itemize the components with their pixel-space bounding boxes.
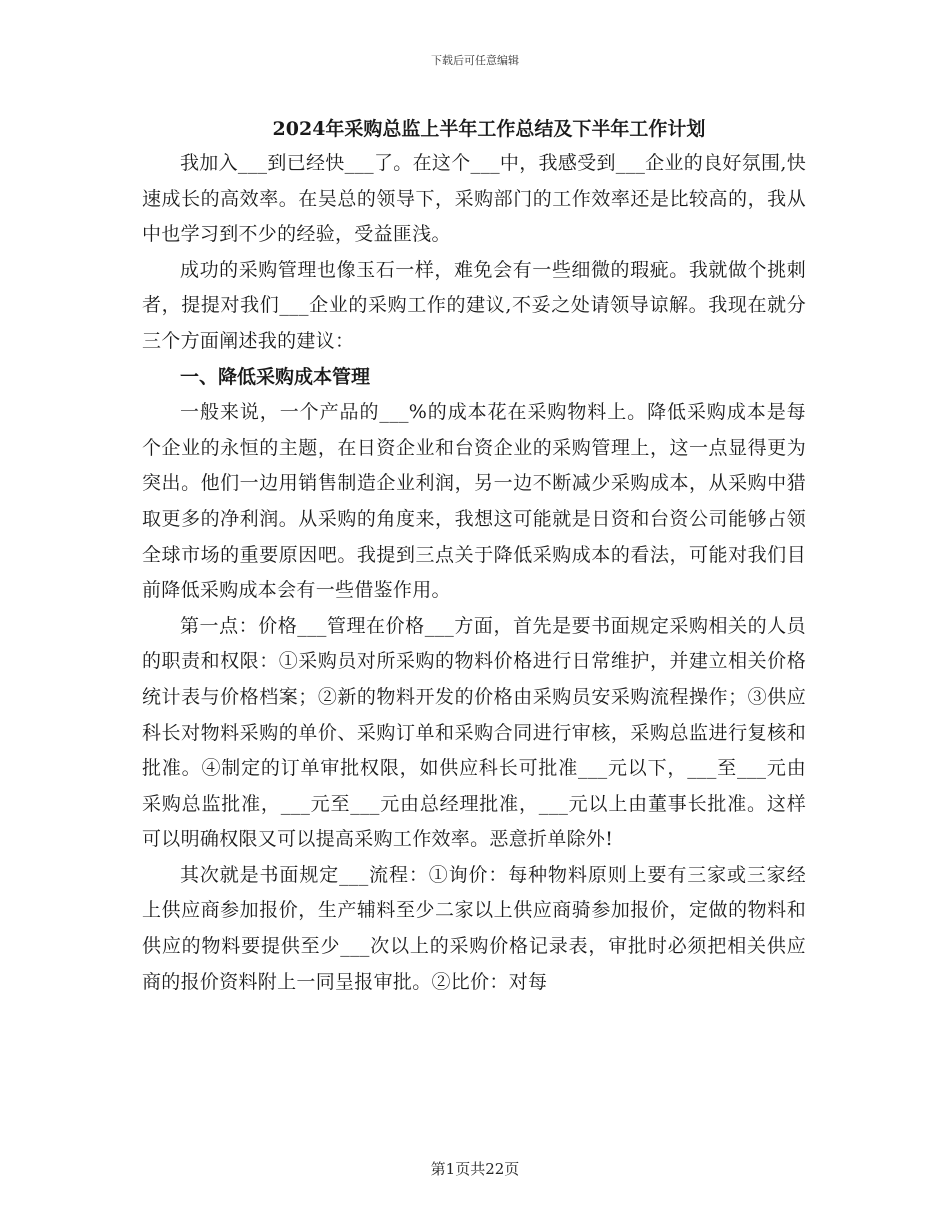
document-title: 2024年采购总监上半年工作总结及下半年工作计划	[272, 118, 706, 140]
document-body	[142, 112, 806, 1000]
page-footer: 第1页共22页	[430, 1160, 520, 1178]
section-heading: 一、降低采购成本管理	[180, 365, 371, 388]
paragraph-procedure: 其次就是书面规定___流程：①询价：每种物料原则上要有三家或三家经上供应商参加报价，生产辅料至少二家以上供应商骑参加报价，定做的物料和供应的物料要提供至少___次以上的采购价格记录表，审批时必须把相关供应商的报价资料附上一同呈报审批。②比价：对每	[142, 863, 806, 993]
page-header: 下载后可任意编辑	[431, 54, 519, 67]
paragraph-cost: 一般来说，一个产品的___%的成本花在采购物料上。降低采购成本是每个企业的永恒的主题，在日资企业和台资企业的采购管理上，这一点显得更为突出。他们一边用销售制造企业利润，另一边不断减少采购成本，从采购中猎取更多的净利润。从采购的角度来，我想这可能就是日资和台资公司能够占领全球市场的重要原因吧。我提到三点关于降低采购成本的看法，可能对我们目前降低采购成本会有一些借鉴作用。	[142, 401, 806, 602]
paragraph-intro: 我加入___到已经快___了。在这个___中，我感受到___企业的良好氛围,快速成长的高效率。在吴总的领导下，采购部门的工作效率还是比较高的，我从中也学习到不少的经验，受益匪浅。	[142, 152, 806, 246]
paragraph-suggestions: 成功的采购管理也像玉石一样，难免会有一些细微的瑕疵。我就做个挑刺者，提提对我们___企业的采购工作的建议,不妥之处请领导谅解。我现在就分三个方面阐述我的建议：	[142, 258, 806, 352]
paragraph-price-management: 第一点：价格___管理在价格___方面，首先是要书面规定采购相关的人员的职责和权限：①采购员对所采购的物料价格进行日常维护，并建立相关价格统计表与价格档案；②新的物料开发的价格由采购员安采购流程操作；③供应科长对物料采购的单价、采购订单和采购合同进行审核，采购总监进行复核和批准。④制定的订单审批权限，如供应科长可批准___元以下，___至___元由采购总监批准，___元至___元由总经理批准，___元以上由董事长批准。这样可以明确权限又可以提高采购工作效率。恶意折单除外!	[142, 614, 806, 851]
